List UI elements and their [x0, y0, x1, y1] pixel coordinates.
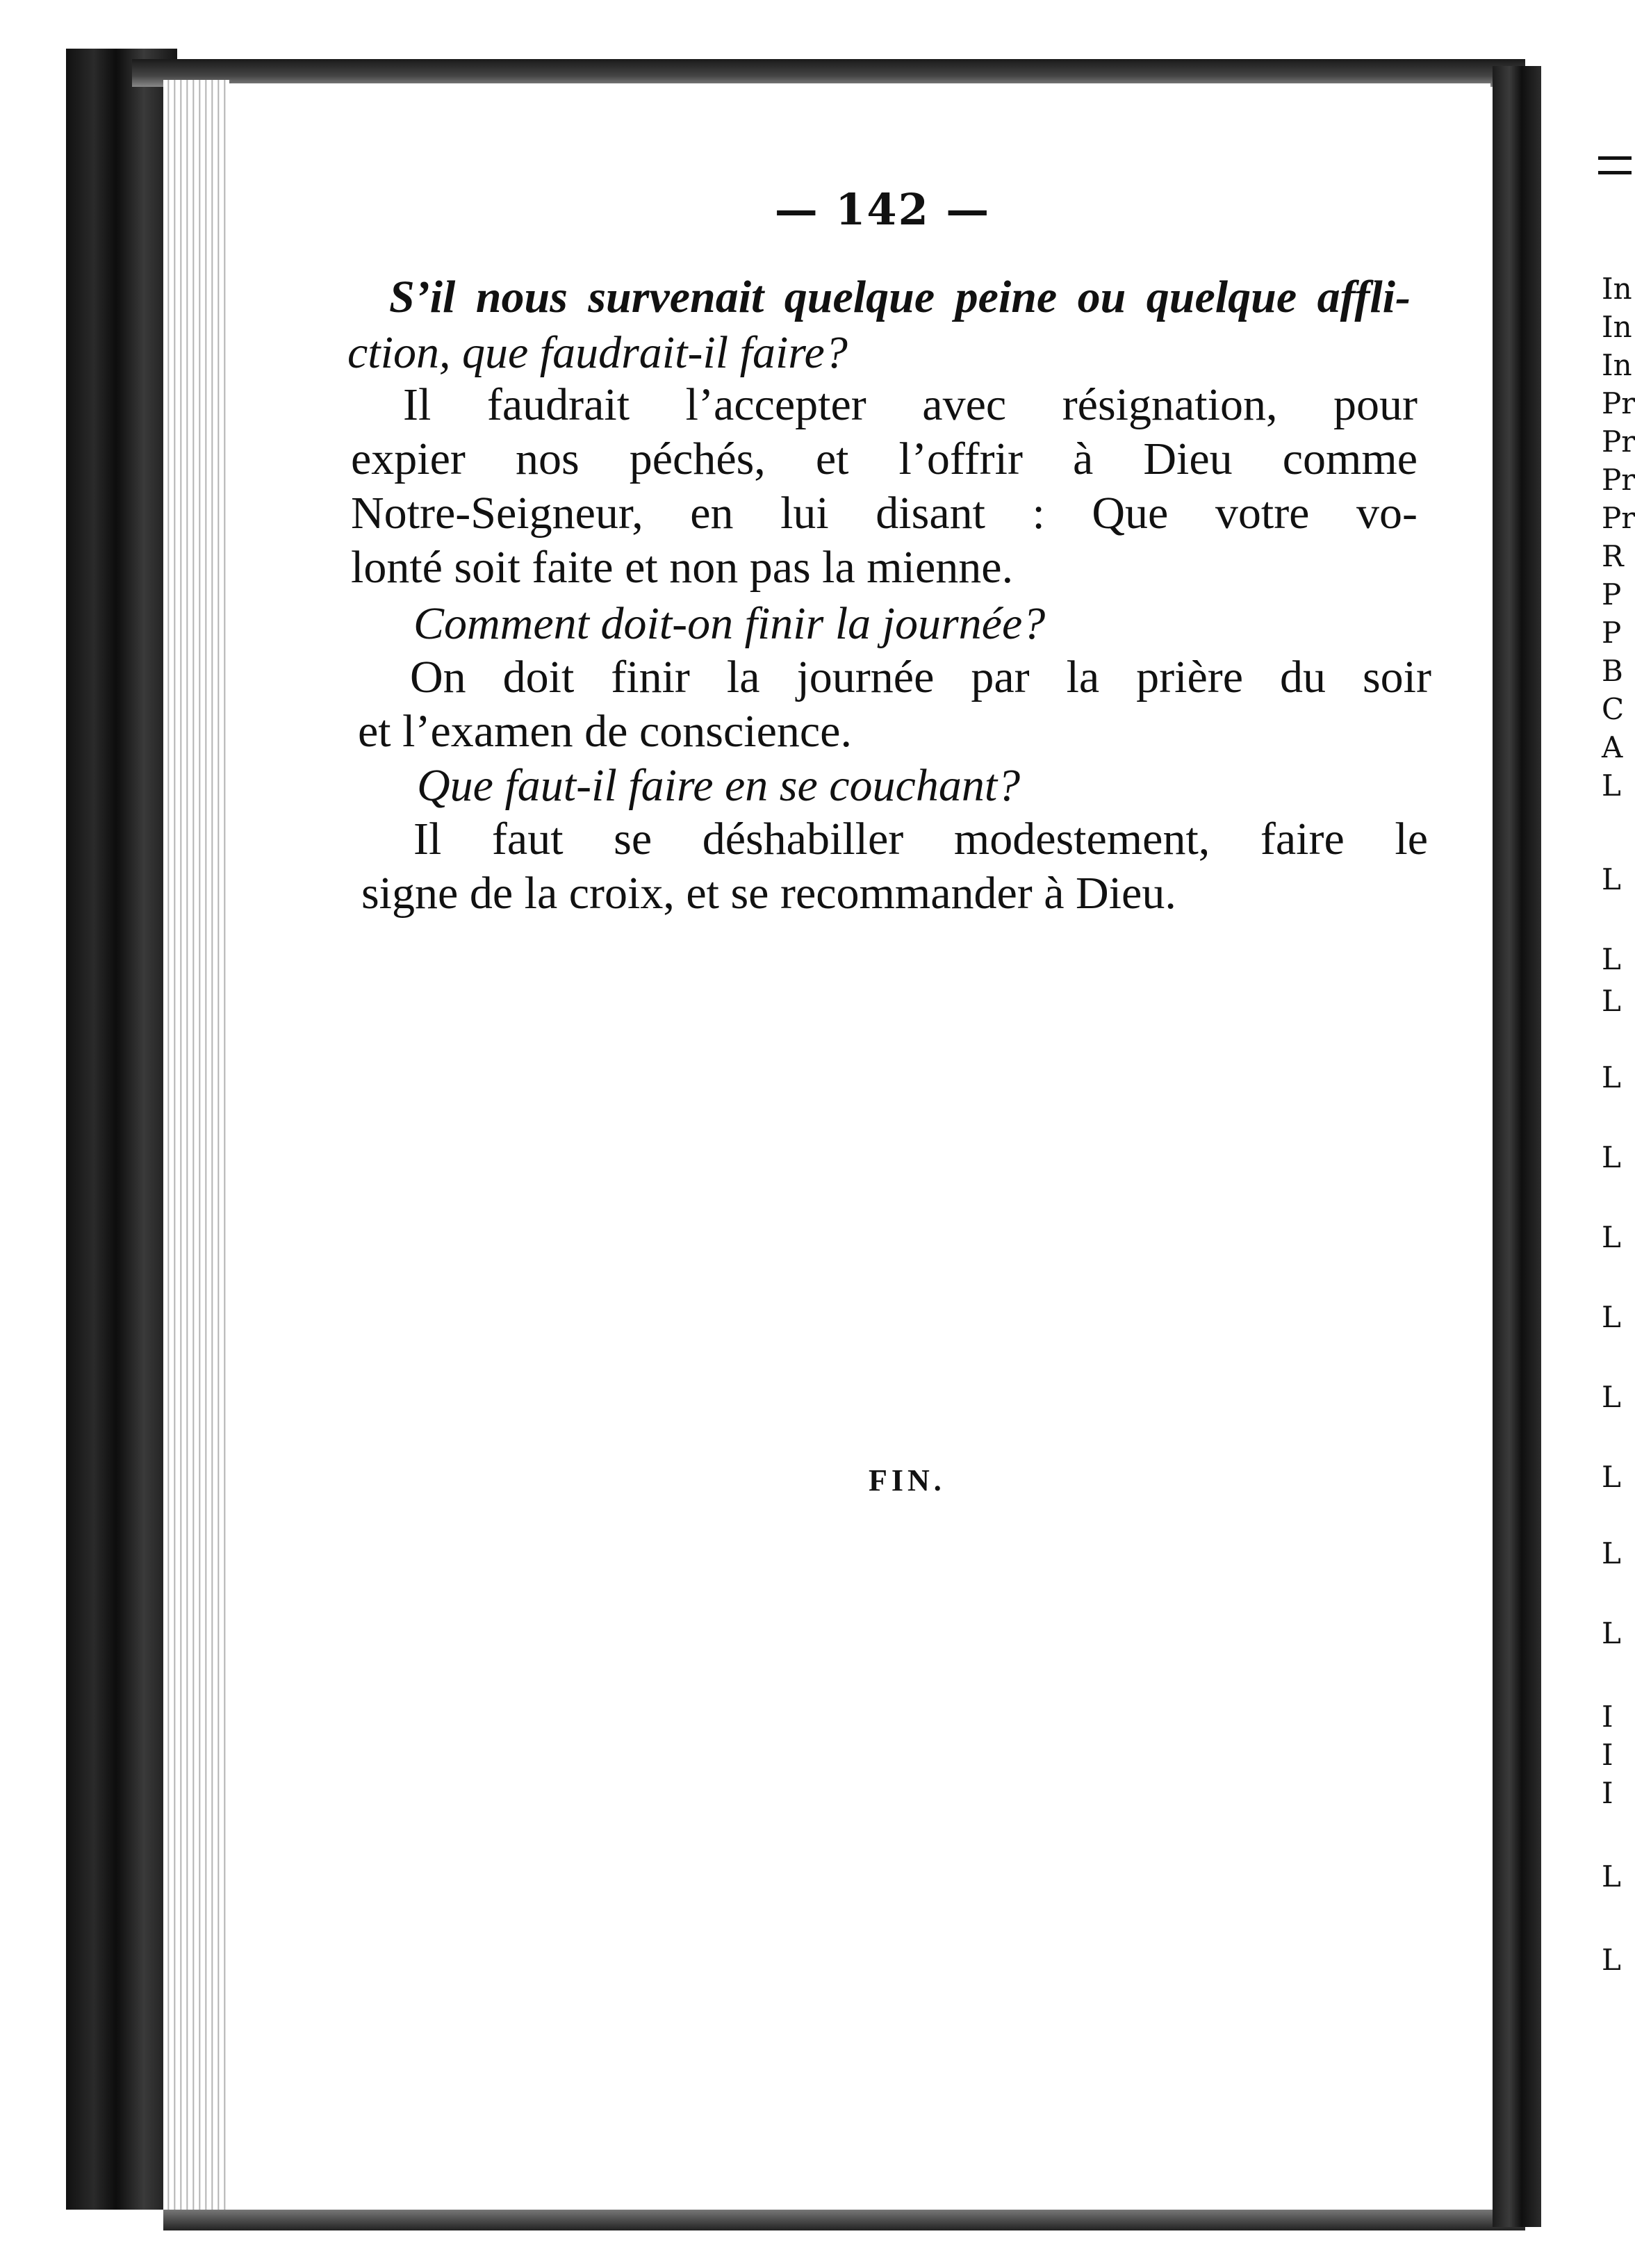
- page-number: — 142 —: [774, 184, 991, 235]
- facing-page-letter: L: [1602, 769, 1621, 803]
- facing-page-letter: L: [1602, 984, 1621, 1018]
- facing-page-letter: P: [1602, 577, 1622, 611]
- facing-page-letter: L: [1602, 1536, 1621, 1570]
- book-gutter: [1493, 66, 1541, 2227]
- binding-top-edge: [132, 59, 1525, 87]
- answer-2-line-1: On doit finir la journée par la prière du soir: [410, 652, 1431, 702]
- facing-page-letter: L: [1602, 1460, 1621, 1494]
- book-binding: [66, 49, 177, 2210]
- answer-1-line-1: Il faudrait l’accepter avec résignation, pour: [403, 379, 1418, 430]
- facing-page-letter: C: [1602, 692, 1625, 726]
- facing-page-letter: Pr: [1602, 501, 1635, 535]
- facing-page-letter: L: [1602, 1300, 1621, 1334]
- facing-page-rule-mark: [1598, 156, 1632, 174]
- facing-page-letter: P: [1602, 616, 1622, 650]
- facing-page-letter: L: [1602, 1859, 1621, 1893]
- question-1-line-1: S’il nous survenait quelque peine ou quelque affli-: [389, 272, 1411, 322]
- question-3-line-1: Que faut-il faire en se couchant?: [417, 760, 1021, 811]
- facing-page-letter: I: [1602, 1738, 1613, 1772]
- facing-page-letter: L: [1602, 1616, 1621, 1650]
- facing-page-letter: A: [1602, 730, 1623, 764]
- question-1-line-2: ction, que faudrait-il faire?: [347, 327, 848, 378]
- facing-page-letter: In: [1602, 272, 1632, 306]
- answer-3-line-1: Il faut se déshabiller modestement, faire le: [413, 814, 1428, 864]
- closing-fin: FIN.: [869, 1463, 946, 1497]
- facing-page-letter: L: [1602, 1943, 1621, 1977]
- facing-page-letter: L: [1602, 1380, 1621, 1414]
- facing-page-letter: B: [1602, 654, 1623, 688]
- facing-page-letter: L: [1602, 1140, 1621, 1174]
- page-bottom-edge: [163, 2210, 1525, 2230]
- facing-page-letter: I: [1602, 1776, 1613, 1810]
- answer-2-line-2: et l’examen de conscience.: [358, 706, 852, 757]
- facing-page-letter: In: [1602, 348, 1632, 382]
- facing-page-letter: Pr: [1602, 463, 1635, 497]
- facing-page-letter: Pr: [1602, 425, 1635, 459]
- page-stack-edge: [163, 80, 231, 2217]
- answer-1-line-2: expier nos péchés, et l’offrir à Dieu comme: [351, 434, 1418, 484]
- facing-page-letter: L: [1602, 862, 1621, 896]
- answer-3-line-2: signe de la croix, et se recommander à Dieu.: [361, 868, 1176, 919]
- answer-1-line-4: lonté soit faite et non pas la mienne.: [351, 542, 1014, 593]
- facing-page-letter: L: [1602, 1220, 1621, 1254]
- facing-page-letter: In: [1602, 310, 1632, 344]
- facing-page-letter: L: [1602, 1060, 1621, 1094]
- facing-page-letter: R: [1602, 539, 1624, 573]
- answer-1-line-3: Notre-Seigneur, en lui disant : Que votre vo-: [351, 488, 1418, 539]
- facing-page-letter: I: [1602, 1700, 1613, 1734]
- facing-page-letter: Pr: [1602, 386, 1635, 420]
- question-2-line-1: Comment doit-on finir la journée?: [413, 598, 1046, 649]
- facing-page-letter: L: [1602, 942, 1621, 976]
